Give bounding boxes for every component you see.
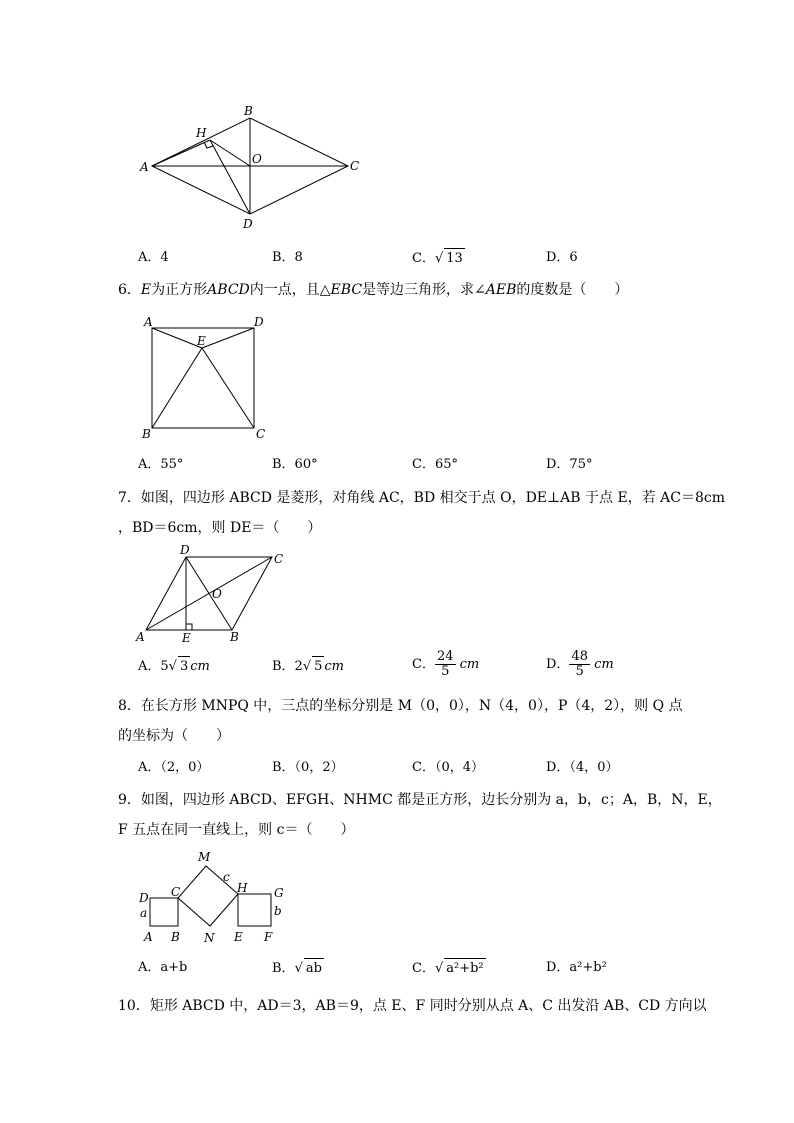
q6-t6: 是等边三角形，求∠ bbox=[362, 282, 486, 298]
q8-stem-line1: 8．在长方形 MNPQ 中，三点的坐标分别是 M（0，0），N（4，0），P（4，2），则 Q 点 bbox=[118, 698, 683, 714]
q6-t7: AEB bbox=[485, 282, 517, 298]
q7-option-b[interactable]: B．2√ 5 cm bbox=[272, 656, 344, 677]
q5-option-c-radicand: 13 bbox=[444, 248, 465, 269]
q9-b-radicand: ab bbox=[304, 958, 324, 979]
q5-option-c[interactable]: C．√ 13 bbox=[412, 248, 465, 269]
q6-option-c[interactable]: C．65° bbox=[412, 457, 458, 472]
figure-q9-squares bbox=[136, 846, 296, 950]
q5-option-a[interactable]: A．4 bbox=[138, 250, 169, 265]
fig5-label-c: C bbox=[350, 159, 360, 173]
fig9-label-a-side: a bbox=[140, 906, 148, 920]
q6-option-d[interactable]: D．75° bbox=[546, 457, 593, 472]
q7-b-unit: cm bbox=[324, 659, 345, 674]
q7-a-prefix: A．5 bbox=[138, 659, 169, 674]
figure-q7-rhombus bbox=[134, 543, 294, 645]
q5-option-c-prefix: C． bbox=[412, 251, 435, 266]
q9-option-a[interactable]: A．a+b bbox=[138, 960, 188, 975]
fig6-label-c: C bbox=[256, 427, 266, 441]
q6-stem bbox=[118, 280, 628, 300]
q9-stem-line2: F 五点在同一直线上，则 c＝（ ） bbox=[118, 822, 355, 838]
q6-option-b[interactable]: B．60° bbox=[272, 457, 318, 472]
fig9-label-c-side: c bbox=[223, 870, 230, 884]
fig6-label-e: E bbox=[197, 334, 206, 348]
q6-t5: EBC bbox=[330, 282, 363, 298]
q7-c-numerator: 24 bbox=[436, 649, 454, 664]
q6-option-a[interactable]: A．55° bbox=[138, 457, 184, 472]
q9-c-prefix: C． bbox=[412, 961, 435, 976]
fig9-label-e: E bbox=[234, 930, 243, 944]
fig9-label-c: C bbox=[171, 885, 181, 899]
fig9-label-f: F bbox=[264, 930, 273, 944]
q7-c-prefix: C． bbox=[412, 657, 435, 672]
fig9-label-h: H bbox=[237, 881, 248, 895]
q7-d-unit: cm bbox=[594, 657, 614, 672]
q5-option-b[interactable]: B．8 bbox=[272, 250, 303, 265]
q6-number: 6． bbox=[118, 282, 141, 298]
figure-q5-rhombus bbox=[138, 100, 368, 235]
q8-option-d[interactable]: D．（4，0） bbox=[546, 760, 619, 775]
fig9-label-d: D bbox=[139, 891, 149, 905]
q10-stem-line1: 10．矩形 ABCD 中，AD＝3，AB＝9，点 E、F 同时分别从点 A、C 出发沿 AB、CD 方向以 bbox=[118, 998, 707, 1014]
fig6-label-d: D bbox=[254, 315, 264, 329]
fig6-label-b: B bbox=[142, 427, 151, 441]
q8-stem-line2: 的坐标为（ ） bbox=[118, 728, 230, 744]
q6-t3: ABCD bbox=[207, 282, 250, 298]
fig5-label-h: H bbox=[196, 126, 207, 140]
fig5-label-a: A bbox=[140, 160, 149, 174]
fig7-label-b: B bbox=[230, 630, 239, 644]
q7-option-d[interactable] bbox=[546, 650, 614, 679]
fig9-label-b-side: b bbox=[274, 904, 282, 918]
q8-option-a[interactable]: A．（2，0） bbox=[138, 760, 210, 775]
fig7-label-c: C bbox=[274, 552, 284, 566]
q8-option-b[interactable]: B．（0，2） bbox=[272, 760, 344, 775]
fig7-label-a: A bbox=[136, 630, 145, 644]
q7-a-radicand: 3 bbox=[178, 656, 190, 677]
fig5-label-o: O bbox=[252, 152, 262, 166]
q5-option-d[interactable]: D．6 bbox=[546, 250, 578, 265]
q9-b-prefix: B． bbox=[272, 961, 295, 976]
q7-option-a[interactable]: A．5√ 3 cm bbox=[138, 656, 210, 677]
q7-b-prefix: B．2 bbox=[272, 659, 303, 674]
q9-c-radicand: a²+b² bbox=[444, 958, 485, 979]
q7-d-denominator: 5 bbox=[575, 664, 584, 679]
q6-t8: 的度数是（ ） bbox=[516, 282, 629, 298]
fig9-label-b: B bbox=[171, 930, 180, 944]
q7-c-fraction bbox=[435, 650, 456, 679]
fig5-label-b: B bbox=[244, 104, 253, 118]
fig6-label-a: A bbox=[144, 315, 153, 329]
q7-d-fraction bbox=[569, 650, 590, 679]
q9-option-b[interactable]: B．√ ab bbox=[272, 958, 324, 979]
q7-a-unit: cm bbox=[190, 659, 210, 674]
q7-c-denominator: 5 bbox=[441, 664, 450, 679]
q7-option-c[interactable] bbox=[412, 650, 479, 679]
q7-b-radicand: 5 bbox=[312, 656, 324, 677]
q6-t1: E bbox=[140, 282, 152, 298]
fig7-label-o: O bbox=[212, 587, 222, 601]
q6-t4: 内一点，且△ bbox=[249, 282, 331, 298]
fig5-label-d: D bbox=[243, 217, 253, 231]
q9-option-c[interactable]: C．√ a²+b² bbox=[412, 958, 486, 979]
fig9-label-a: A bbox=[144, 930, 153, 944]
q7-d-prefix: D． bbox=[546, 657, 570, 672]
q7-stem-line2: ，BD＝6cm，则 DE＝（ ） bbox=[118, 520, 322, 536]
fig9-label-m: M bbox=[198, 850, 211, 864]
q9-option-d[interactable]: D．a²+b² bbox=[546, 960, 607, 975]
fig9-label-n: N bbox=[204, 931, 215, 945]
q7-d-numerator: 48 bbox=[571, 649, 588, 664]
q8-option-c[interactable]: C．（0，4） bbox=[412, 760, 484, 775]
q7-stem-line1: 7．如图，四边形 ABCD 是菱形，对角线 AC，BD 相交于点 O，DE⊥AB 于点 E，若 AC＝8cm bbox=[118, 490, 725, 506]
fig7-label-e: E bbox=[182, 631, 191, 645]
figure-q6-square bbox=[138, 310, 278, 445]
q9-stem-line1: 9．如图，四边形 ABCD、EFGH、NHMC 都是正方形，边长分别为 a，b，c；A，B，N，E， bbox=[118, 792, 722, 808]
fig9-label-g: G bbox=[274, 886, 284, 900]
q6-t2: 为正方形 bbox=[151, 282, 208, 298]
fig7-label-d: D bbox=[180, 543, 190, 557]
q7-c-unit: cm bbox=[459, 657, 480, 672]
